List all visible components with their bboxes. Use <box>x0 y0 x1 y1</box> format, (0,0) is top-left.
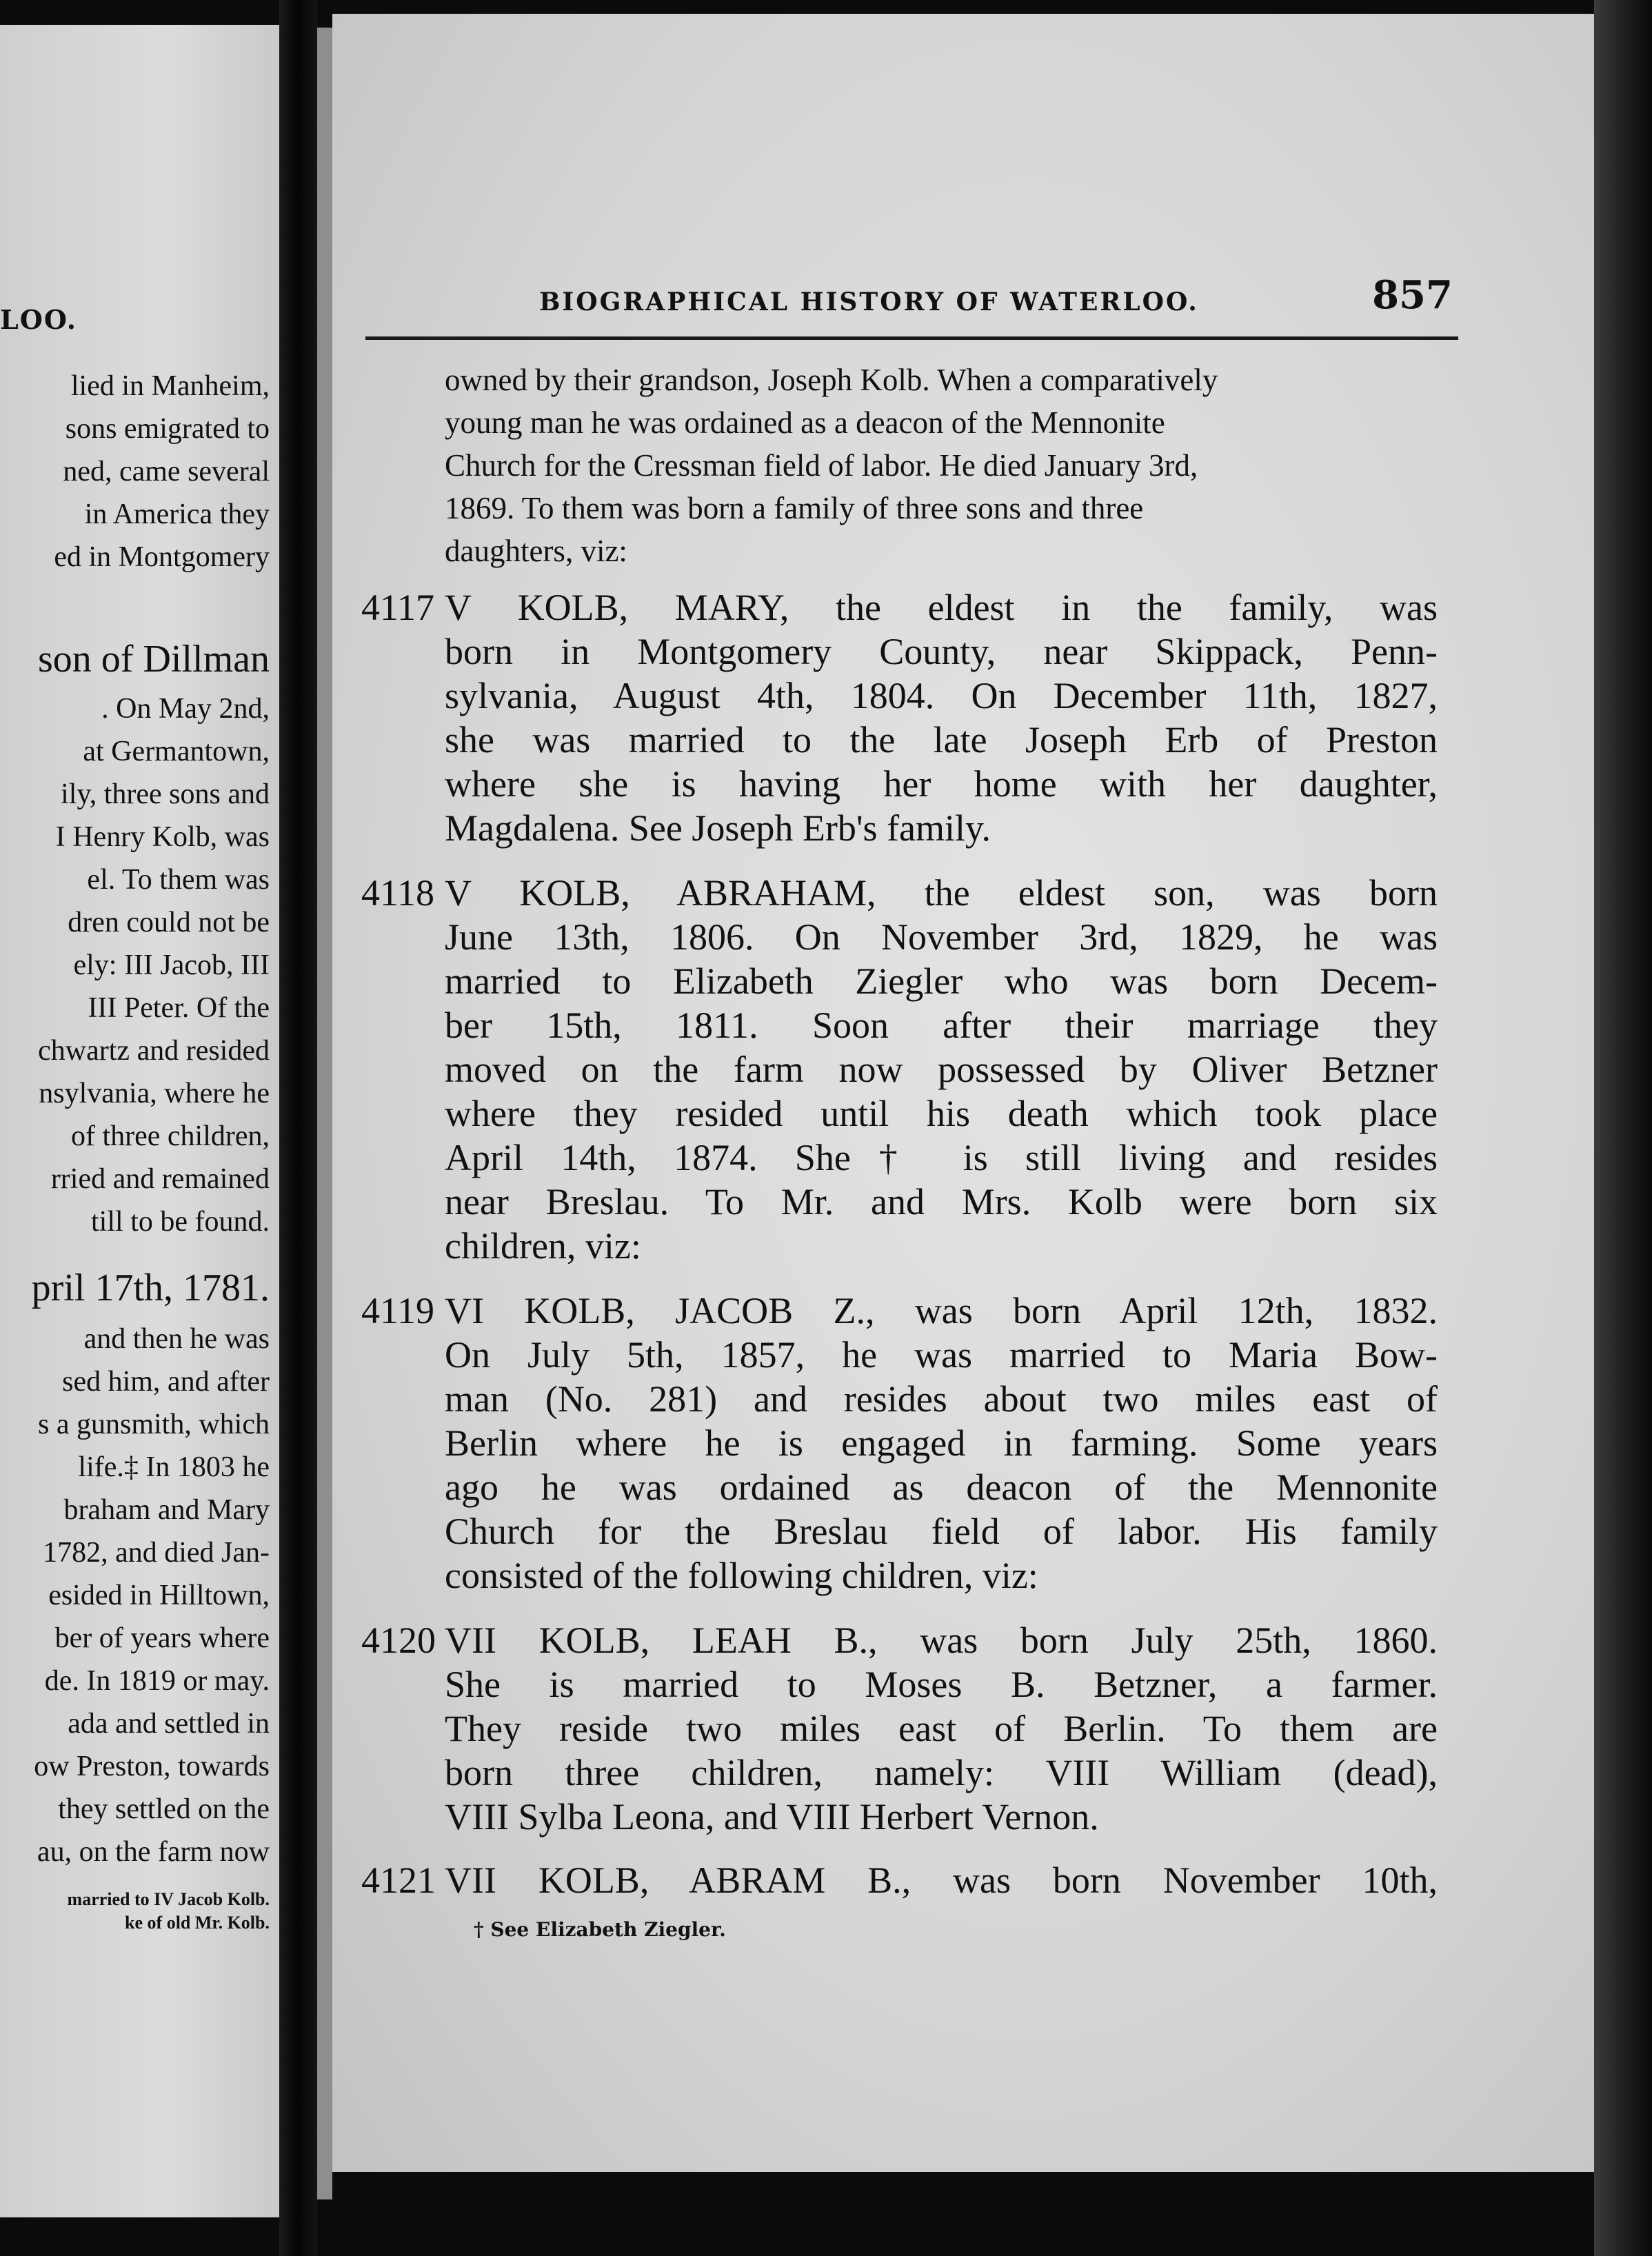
left-line: till to be found. <box>91 1206 270 1238</box>
entry-number: 4120 <box>361 1620 436 1661</box>
left-footnote-line: ke of old Mr. Kolb. <box>125 1913 270 1933</box>
intro-line: Church for the Cressman field of labor. He died January 3rd, <box>445 448 1198 483</box>
left-line: I Henry Kolb, was <box>55 821 270 853</box>
book-gutter <box>279 0 317 2256</box>
entry-line: moved on the farm now possessed by Oliver Betzner <box>445 1049 1438 1090</box>
left-line: s a gunsmith, which <box>38 1409 270 1440</box>
running-title: BIOGRAPHICAL HISTORY OF WATERLOO. <box>539 288 1199 316</box>
entry-line: born in Montgomery County, near Skippack, Penn- <box>445 631 1438 672</box>
entry-line: man (No. 281) and resides about two miles east of <box>445 1378 1438 1420</box>
left-line: ada and settled in <box>68 1708 270 1740</box>
left-line: life.‡ In 1803 he <box>78 1451 270 1483</box>
entry-line: Berlin where he is engaged in farming. Some years <box>445 1422 1438 1464</box>
left-line: esided in Hilltown, <box>48 1580 270 1611</box>
left-line: sons emigrated to <box>65 413 270 445</box>
header-rule <box>365 336 1458 340</box>
entry-line: ber 15th, 1811. Soon after their marriage they <box>445 1005 1438 1046</box>
left-line: lied in Manheim, <box>70 370 270 402</box>
page-edge <box>317 28 332 2199</box>
left-line: and then he was <box>83 1323 270 1355</box>
left-line: nsylvania, where he <box>39 1078 270 1109</box>
entry-number: 4119 <box>361 1290 434 1331</box>
entry-line: On July 5th, 1857, he was married to Maria Bow- <box>445 1334 1438 1376</box>
entry-line: Magdalena. See Joseph Erb's family. <box>445 807 991 849</box>
left-line: ow Preston, towards <box>34 1751 270 1782</box>
entry-line: ago he was ordained as deacon of the Mennonite <box>445 1467 1438 1508</box>
left-line: of three children, <box>70 1120 270 1152</box>
entry-line: born three children, namely: VIII William (dead), <box>445 1752 1438 1793</box>
left-line: pril 17th, 1781. <box>31 1267 270 1309</box>
page-header <box>391 272 1453 328</box>
left-line: chwartz and resided <box>38 1035 270 1067</box>
entry-line: They reside two miles east of Berlin. To them are <box>445 1708 1438 1749</box>
entry-line: V KOLB, MARY, the eldest in the family, was <box>445 587 1438 628</box>
footnote: † See Elizabeth Ziegler. <box>474 1918 726 1941</box>
left-page-header: LOO. <box>0 304 77 335</box>
entry-line: married to Elizabeth Ziegler who was born Decem- <box>445 960 1438 1002</box>
entry-line: V KOLB, ABRAHAM, the eldest son, was born <box>445 872 1438 914</box>
entry-line: consisted of the following children, viz: <box>445 1555 1038 1596</box>
entry-number: 4118 <box>361 872 434 914</box>
left-line: son of Dillman <box>38 638 270 681</box>
left-line: 1782, and died Jan- <box>43 1537 270 1569</box>
left-line: dren could not be <box>68 907 270 938</box>
right-edge-shadow <box>1594 0 1652 2256</box>
intro-line: owned by their grandson, Joseph Kolb. When a comparatively <box>445 363 1218 397</box>
entry-line: VII KOLB, ABRAM B., was born November 10th, <box>445 1860 1438 1901</box>
left-line: sed him, and after <box>62 1366 270 1398</box>
left-line: ned, came several <box>63 456 270 487</box>
left-line: they settled on the <box>58 1793 270 1825</box>
left-line: ed in Montgomery <box>54 541 270 573</box>
book-page <box>332 14 1594 2172</box>
entry-line: June 13th, 1806. On November 3rd, 1829, he was <box>445 916 1438 958</box>
entry-line: VI KOLB, JACOB Z., was born April 12th, 1832. <box>445 1290 1438 1331</box>
entry-number: 4117 <box>361 587 434 628</box>
entry-line: VIII Sylba Leona, and VIII Herbert Vernon. <box>445 1796 1099 1837</box>
entry-number: 4121 <box>361 1860 436 1901</box>
intro-line: daughters, viz: <box>445 534 627 568</box>
left-line: braham and Mary <box>63 1494 270 1526</box>
entry-line: VII KOLB, LEAH B., was born July 25th, 1860. <box>445 1620 1438 1661</box>
entry-line: near Breslau. To Mr. and Mrs. Kolb were born six <box>445 1181 1438 1222</box>
entry-line: where she is having her home with her daughter, <box>445 763 1438 805</box>
left-line: III Peter. Of the <box>88 992 270 1024</box>
entry-line: sylvania, August 4th, 1804. On December 11th, 1827, <box>445 675 1438 716</box>
left-line: in America they <box>84 498 270 530</box>
entry-line: children, viz: <box>445 1225 641 1267</box>
entry-line: Church for the Breslau field of labor. His family <box>445 1511 1438 1552</box>
page-number: 857 <box>1372 272 1453 318</box>
left-line: el. To them was <box>87 864 270 896</box>
entry-line: She is married to Moses B. Betzner, a farmer. <box>445 1664 1438 1705</box>
intro-line: young man he was ordained as a deacon of the Mennonite <box>445 405 1165 440</box>
left-line: ber of years where <box>54 1622 270 1654</box>
left-footnote-line: married to IV Jacob Kolb. <box>67 1889 270 1909</box>
entry-line: April 14th, 1874. She† is still living and resides <box>445 1137 1438 1178</box>
left-line: . On May 2nd, <box>101 693 270 725</box>
left-line: rried and remained <box>50 1163 270 1195</box>
left-line: ily, three sons and <box>61 778 270 810</box>
entry-line: she was married to the late Joseph Erb of Preston <box>445 719 1438 761</box>
left-page-fragment <box>0 25 279 2217</box>
left-line: de. In 1819 or may. <box>44 1665 270 1697</box>
intro-line: 1869. To them was born a family of three sons and three <box>445 491 1144 525</box>
left-line: au, on the farm now <box>37 1836 270 1868</box>
left-line: ely: III Jacob, III <box>73 949 270 981</box>
left-line: at Germantown, <box>83 736 270 767</box>
entry-line: where they resided until his death which took place <box>445 1093 1438 1134</box>
